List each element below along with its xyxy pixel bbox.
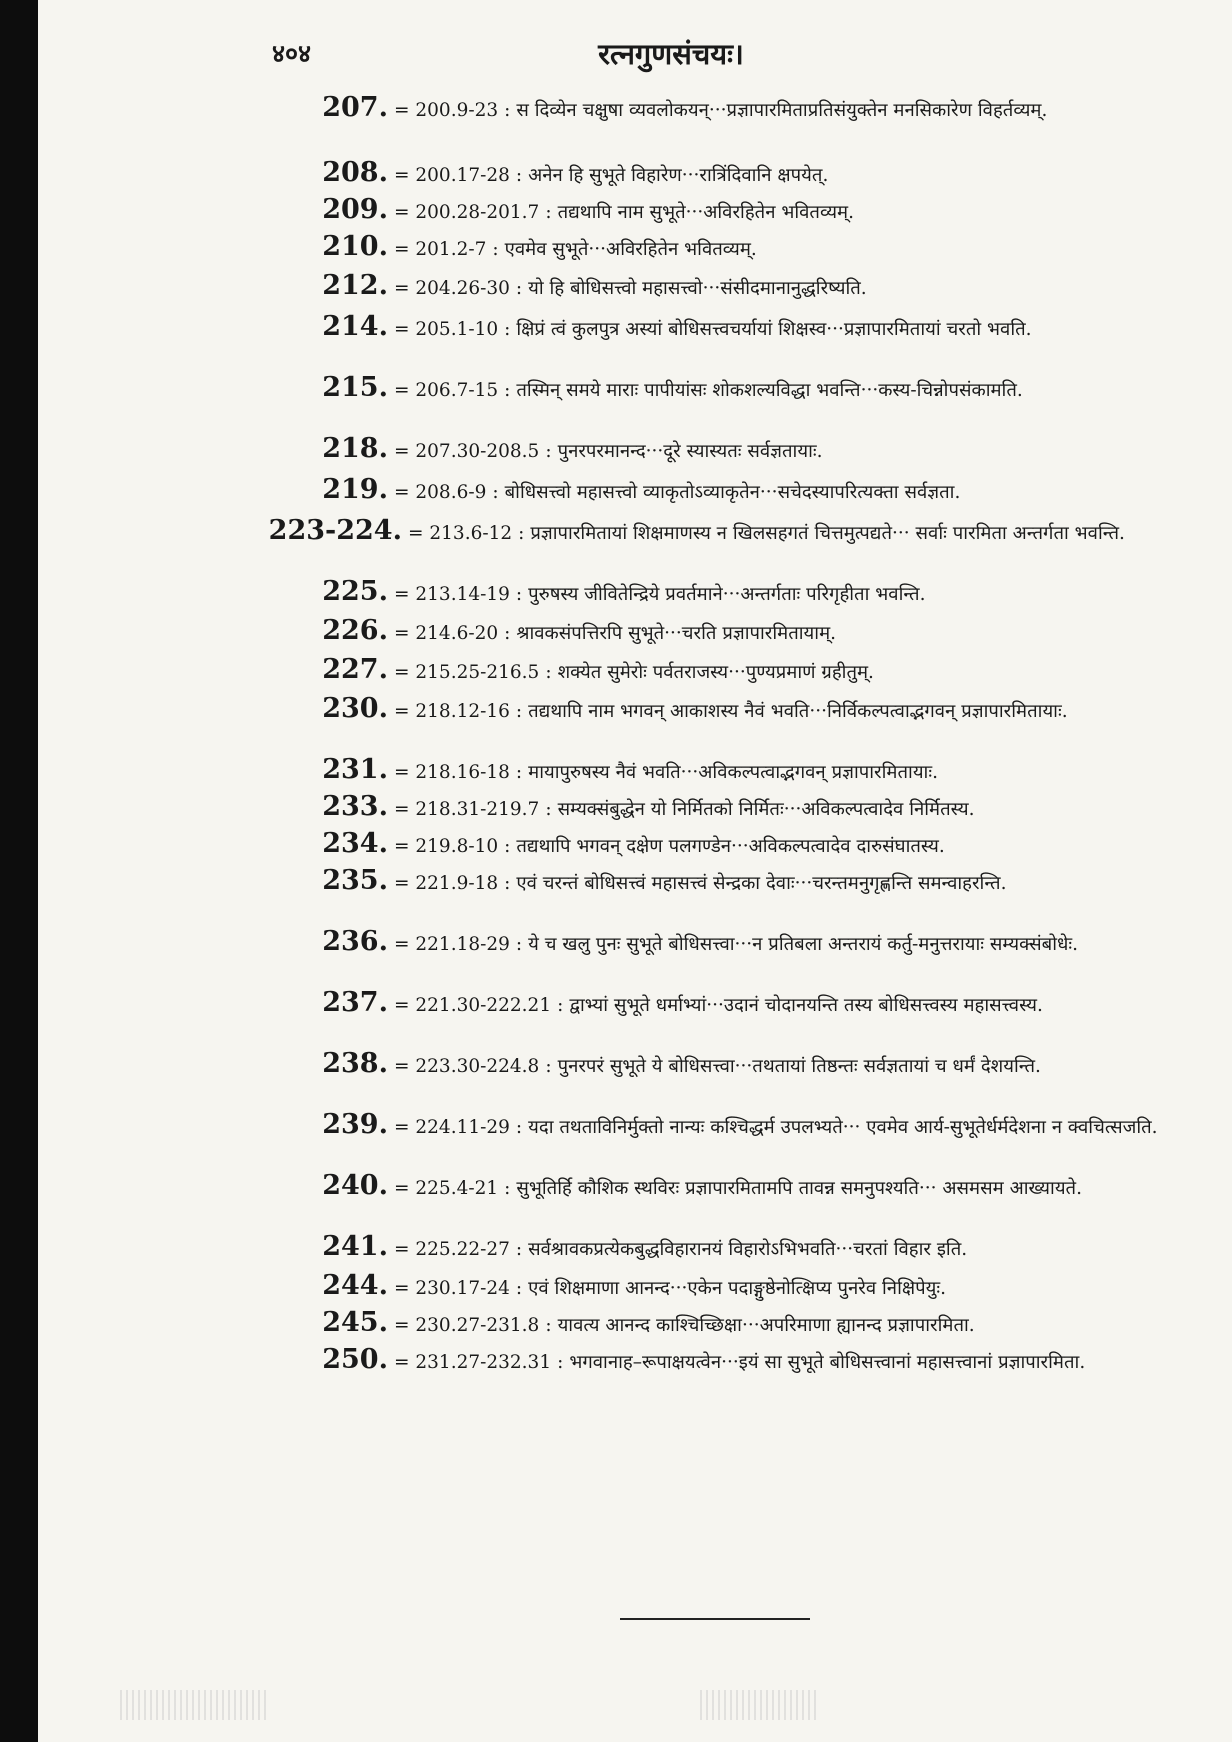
entry-text: सम्यक्संबुद्धेन यो निर्मितको निर्मितः···अविकल्पत्वादेव निर्मितस्य. (557, 799, 975, 820)
colon-separator: : (515, 1239, 523, 1260)
entry-text: तद्यथापि नाम भगवन् आकाशस्य नैवं भवति···निर्विकल्पत्वाद्भगवन् प्रज्ञापारमितायाः. (528, 701, 1068, 722)
entry-body (394, 757, 1190, 789)
entry-text: शक्येत सुमेरोः पर्वतराजस्य···पुण्यप्रमाणं ग्रहीतुम्. (557, 662, 874, 683)
entry-number: 219. (322, 474, 388, 505)
entry-text: पुरुषस्य जीवितेन्द्रिये प्रवर्तमाने···अन्तर्गताः परिगृहीता भवन्ति. (528, 584, 926, 605)
entry-text: यो हि बोधिसत्त्वो महासत्त्वो···संसीदमानानुद्धरिष्यति. (528, 278, 867, 299)
entry-reference: = 213.6-12 (408, 523, 513, 544)
entry-body (394, 1112, 1190, 1144)
entry-text: बोधिसत्त्वो महासत्त्वो व्याकृतोऽव्याकृतेन···सचेदस्यापरित्यक्ता सर्वज्ञता. (504, 482, 961, 503)
entry-number: 235. (322, 865, 388, 896)
entry-text: एवं चरन्तं बोधिसत्त्वं महासत्त्वं सेन्द्रका देवाः···चरन्तमनुगृह्णन्ति समन्वाहरन्ति. (516, 873, 1007, 894)
entry-text: अनेन हि सुभूते विहारेण···रात्रिंदिवानि क्षपयेत्. (528, 165, 829, 186)
entry-reference: = 231.27-232.31 (394, 1352, 552, 1373)
colon-separator: : (518, 523, 525, 544)
end-rule (620, 1618, 810, 1620)
colon-separator: : (545, 202, 552, 223)
entry-body (394, 696, 1190, 728)
list-item (290, 194, 1190, 229)
entry-number: 245. (322, 1307, 388, 1338)
entry-number: 218. (322, 433, 388, 464)
entry-number: 207. (322, 92, 388, 123)
entry-body (394, 95, 1190, 127)
entry-text: एवं शिक्षमाणा आनन्द···एकेन पदाङ्गुष्ठेनोत्क्षिप्य पुनरेव निक्षिपेयुः. (528, 1278, 946, 1299)
list-item (290, 231, 1190, 266)
entry-number: 209. (322, 194, 388, 225)
entry-body (394, 1173, 1190, 1205)
entry-number: 223-224. (268, 515, 402, 546)
colon-separator: : (504, 100, 511, 121)
entry-text: एवमेव सुभूते···अविरहितेन भवितव्यम्. (504, 239, 757, 260)
entry-body (394, 197, 1190, 229)
entry-reference: = 223.30-224.8 (394, 1056, 540, 1077)
entry-number: 230. (322, 693, 388, 724)
entry-text: तद्यथापि भगवन् दक्षेण पलगण्डेन···अविकल्पत्वादेव दारुसंघातस्य. (516, 836, 945, 857)
list-item (290, 1109, 1190, 1144)
entry-number: 212. (322, 270, 388, 301)
entry-reference: = 200.28-201.7 (394, 202, 540, 223)
list-item (290, 754, 1190, 789)
colon-separator: : (545, 441, 552, 462)
binding-shadow (0, 0, 38, 1742)
entry-reference: = 230.17-24 (394, 1278, 510, 1299)
entry-reference: = 218.31-219.7 (394, 799, 540, 820)
entry-body (394, 1310, 1190, 1342)
entry-number: 250. (322, 1344, 388, 1375)
entry-text: यावत्य आनन्द काश्चिच्छिक्षा···अपरिमाणा ह्यानन्द प्रज्ञापारमिता. (557, 1315, 975, 1336)
colon-separator: : (545, 1315, 552, 1336)
entry-reference: = 207.30-208.5 (394, 441, 540, 462)
colon-separator: : (515, 1117, 523, 1138)
entry-reference: = 213.14-19 (394, 584, 510, 605)
list-item (290, 654, 1190, 689)
entry-number: 208. (322, 157, 388, 188)
entry-text: तद्यथापि नाम सुभूते···अविरहितेन भवितव्यम्. (557, 202, 854, 223)
entry-body (394, 794, 1190, 826)
list-item (290, 1170, 1190, 1205)
list-item (290, 926, 1190, 961)
entry-number: 225. (322, 576, 388, 607)
colon-separator: : (557, 1352, 564, 1373)
entry-reference: = 221.18-29 (394, 934, 510, 955)
entry-number: 234. (322, 828, 388, 859)
entry-number: 233. (322, 791, 388, 822)
colon-separator: : (504, 319, 511, 340)
entry-body (394, 234, 1190, 266)
entry-text: तस्मिन् समये माराः पापीयांसः शोकशल्यविद्धा भवन्ति···कस्य-चिन्नोपसंकामति. (516, 380, 1023, 401)
entry-reference: = 206.7-15 (394, 380, 499, 401)
entry-text: श्रावकसंपत्तिरपि सुभूते···चरति प्रज्ञापारमितायाम्. (516, 623, 837, 644)
colon-separator: : (515, 584, 523, 605)
entries-list (268, 92, 1190, 1405)
colon-separator: : (545, 1056, 552, 1077)
running-title: रत्नगुणसंचयः। (598, 37, 744, 71)
entry-number: 214. (322, 311, 388, 342)
list-item (268, 515, 1190, 550)
colon-separator: : (515, 762, 523, 783)
scan-noise (120, 1690, 270, 1720)
entry-text: द्वाभ्यां सुभूते धर्माभ्यां···उदानं चोदानयन्ति तस्य बोधिसत्त्वस्य महासत्त्वस्य. (569, 995, 1043, 1016)
entry-reference: = 221.9-18 (394, 873, 499, 894)
entry-body (394, 160, 1190, 192)
entry-number: 244. (322, 1270, 388, 1301)
list-item (290, 474, 1190, 509)
entry-text: सुभूतिर्हि कौशिक स्थविरः प्रज्ञापारमितामपि तावन्न समनुपश्यति··· असमसम आख्यायते. (516, 1178, 1082, 1199)
entry-body (394, 657, 1190, 689)
entry-text: सर्वश्रावकप्रत्येकबुद्धविहारानयं विहारोऽभिभवति···चरतां विहार इति. (528, 1239, 968, 1260)
entry-number: 215. (322, 372, 388, 403)
page-number: ४०४ (272, 39, 312, 68)
entry-number: 227. (322, 654, 388, 685)
entry-number: 239. (322, 1109, 388, 1140)
colon-separator: : (545, 662, 552, 683)
entry-reference: = 214.6-20 (394, 623, 499, 644)
entry-body (394, 436, 1190, 468)
entry-body (394, 314, 1190, 346)
entry-text: मायापुरुषस्य नैवं भवति···अविकल्पत्वाद्भगवन् प्रज्ञापारमितायाः. (528, 762, 938, 783)
list-item (290, 372, 1190, 407)
entry-reference: = 218.12-16 (394, 701, 510, 722)
entry-text: पुनरपरमानन्द···दूरे स्यास्यतः सर्वज्ञतायाः. (557, 441, 823, 462)
list-item (290, 865, 1190, 900)
list-item (290, 270, 1190, 305)
entry-text: पुनरपरं सुभूते ये बोधिसत्त्वा···तथतायां तिष्ठन्तः सर्वज्ञतायां च धर्मं देशयन्ति. (557, 1056, 1041, 1077)
entry-number: 210. (322, 231, 388, 262)
entry-body (394, 1234, 1190, 1266)
entry-number: 231. (322, 754, 388, 785)
entry-number: 240. (322, 1170, 388, 1201)
entry-text: प्रज्ञापारमितायां शिक्षमाणस्य न खिलसहगतं चित्तमुत्पद्यते··· सर्वाः पारमिता अन्तर्गता भवन्ति. (530, 523, 1125, 544)
entry-number: 236. (322, 926, 388, 957)
entry-reference: = 219.8-10 (394, 836, 499, 857)
colon-separator: : (504, 1178, 511, 1199)
list-item (290, 576, 1190, 611)
entry-body (394, 990, 1190, 1022)
entry-body (394, 1273, 1190, 1305)
colon-separator: : (515, 165, 523, 186)
colon-separator: : (492, 482, 499, 503)
list-item (290, 92, 1190, 127)
entry-body (394, 375, 1190, 407)
entry-body (394, 831, 1190, 863)
entry-body (394, 273, 1190, 305)
colon-separator: : (515, 1278, 523, 1299)
colon-separator: : (492, 239, 499, 260)
entry-reference: = 208.6-9 (394, 482, 487, 503)
entry-number: 238. (322, 1048, 388, 1079)
entry-reference: = 200.17-28 (394, 165, 510, 186)
list-item (290, 1344, 1190, 1379)
list-item (290, 157, 1190, 192)
colon-separator: : (515, 701, 523, 722)
entry-reference: = 225.22-27 (394, 1239, 510, 1260)
list-item (290, 693, 1190, 728)
entry-reference: = 215.25-216.5 (394, 662, 540, 683)
colon-separator: : (504, 380, 511, 401)
list-item (290, 791, 1190, 826)
entry-body (394, 477, 1190, 509)
list-item (290, 1307, 1190, 1342)
list-item (290, 1048, 1190, 1083)
entry-text: भगवानाह–रूपाक्षयत्वेन···इयं सा सुभूते बोधिसत्त्वानां महासत्त्वानां प्रज्ञापारमिता. (569, 1352, 1086, 1373)
list-item (290, 1231, 1190, 1266)
colon-separator: : (545, 799, 552, 820)
entry-reference: = 200.9-23 (394, 100, 499, 121)
entry-number: 226. (322, 615, 388, 646)
list-item (290, 311, 1190, 346)
entry-body (394, 1051, 1190, 1083)
entry-reference: = 205.1-10 (394, 319, 499, 340)
entry-body (394, 1347, 1190, 1379)
entry-text: यदा तथताविनिर्मुक्तो नान्यः कश्चिद्धर्म उपलभ्यते··· एवमेव आर्य-सुभूतेर्धर्मदेशना न क्वचित्सजति. (528, 1117, 1158, 1138)
entry-reference: = 218.16-18 (394, 762, 510, 783)
entry-reference: = 201.2-7 (394, 239, 487, 260)
entry-text: ये च खलु पुनः सुभूते बोधिसत्त्वा···न प्रतिबला अन्तरायं कर्तु-मनुत्तरायाः सम्यक्संबोधेः. (528, 934, 1078, 955)
entry-reference: = 221.30-222.21 (394, 995, 552, 1016)
entry-body (394, 868, 1190, 900)
colon-separator: : (515, 278, 523, 299)
entry-reference: = 224.11-29 (394, 1117, 510, 1138)
list-item (290, 1270, 1190, 1305)
entry-text: क्षिप्रं त्वं कुलपुत्र अस्यां बोधिसत्त्वचर्यायां शिक्षस्व···प्रज्ञापारमितायां चरतो भवति. (516, 319, 1032, 340)
entry-reference: = 230.27-231.8 (394, 1315, 540, 1336)
colon-separator: : (515, 934, 523, 955)
entry-number: 241. (322, 1231, 388, 1262)
entry-reference: = 204.26-30 (394, 278, 510, 299)
colon-separator: : (557, 995, 564, 1016)
entry-number: 237. (322, 987, 388, 1018)
list-item (290, 987, 1190, 1022)
list-item (290, 615, 1190, 650)
scan-noise (700, 1690, 820, 1720)
entry-reference: = 225.4-21 (394, 1178, 499, 1199)
colon-separator: : (504, 873, 511, 894)
entry-body (394, 929, 1190, 961)
entry-text: स दिव्येन चक्षुषा व्यवलोकयन्···प्रज्ञापारमिताप्रतिसंयुक्तेन मनसिकारेण विहर्तव्यम्. (516, 100, 1048, 121)
entry-body (394, 579, 1190, 611)
list-item (290, 433, 1190, 468)
entry-body (408, 518, 1190, 550)
colon-separator: : (504, 623, 511, 644)
list-item (290, 828, 1190, 863)
entry-body (394, 618, 1190, 650)
colon-separator: : (504, 836, 511, 857)
